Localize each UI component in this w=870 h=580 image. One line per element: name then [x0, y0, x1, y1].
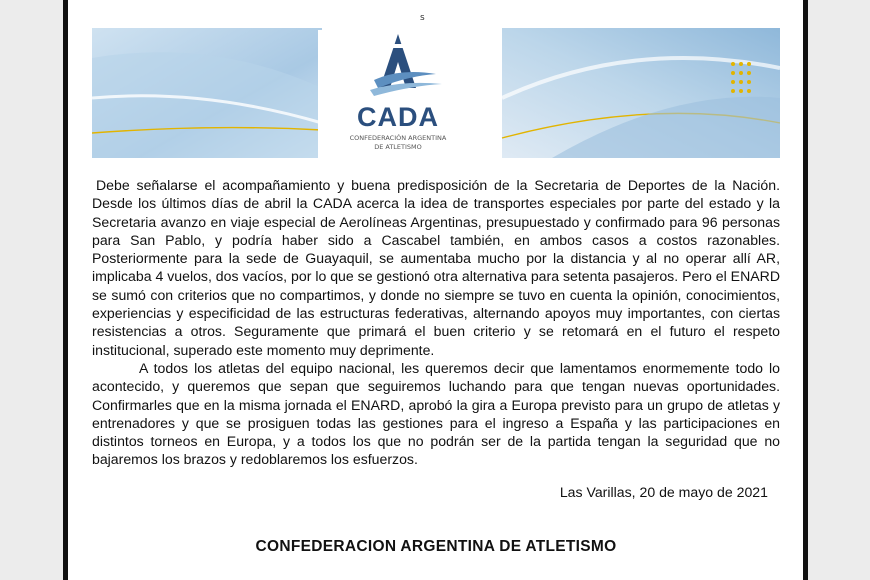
paragraph-2: A todos los atletas del equipo nacional, les queremos decir que lamentamos enormemente todo lo acontecido, y queremos que sepan que seguiremos luchando para que tengan nuevas oportunidades. Confirmarles que en la misma jornada el ENARD, aprobó la gira a Europa previsto para un grupo de atletas y entrenadores y que se prosiguen todas las gestiones para el ingreso a España y las participaciones en distintos torneos en Europa, y a todos los que no podrán ser de la partida tengan la seguridad que no bajaremos los brazos y redoblaremos los esfuerzos. — [92, 359, 780, 468]
cada-logo-icon — [318, 30, 478, 102]
logo-wordmark: CADA — [357, 102, 439, 132]
logo-subtitle-line1: CONFEDERACIÓN ARGENTINA — [349, 134, 447, 142]
page-edge-left — [63, 0, 68, 580]
logo-subtitle-line2: DE ATLETISMO — [374, 143, 422, 151]
paragraph-1: Debe señalarse el acompañamiento y buena predisposición de la Secretaria de Deportes de la Nación. Desde los últimos días de abril la CADA acerca la idea de transportes especiales por parte del estado y la Secretaria avanzo en viaje especial de Aerolíneas Argentinas, presupuestado y confirmado para 96 personas para San Pablo, y podría haber sido a Cascabel también, en ambos casos a costos razonables. Posteriormente para la sede de Guayaquil, se aumentaba mucho por la distancia y al no operar allí AR, implicaba 4 vuelos, dos vacíos, por lo que se gestionó otra alternativa para setenta pasajeros. Pero el ENARD se sumó con criterios que no compartimos, y donde no siempre se tuvo en cuenta la opinión, conocimientos, experiencias y especificidad de las estructuras federativas, alternando apoyos muy importantes, con ciertas resistencias a otros. Seguramente que primará el buen criterio y se retomará en el futuro el respeto institucional, superado este momento muy deprimente. — [92, 177, 780, 358]
signature-organization: CONFEDERACION ARGENTINA DE ATLETISMO — [255, 538, 617, 555]
page-edge-right — [803, 0, 808, 580]
letter-body — [92, 176, 780, 469]
place-date: Las Varillas, 20 de mayo de 2021 — [559, 484, 768, 500]
page-mark: s — [420, 13, 425, 23]
cada-logo — [318, 30, 478, 170]
